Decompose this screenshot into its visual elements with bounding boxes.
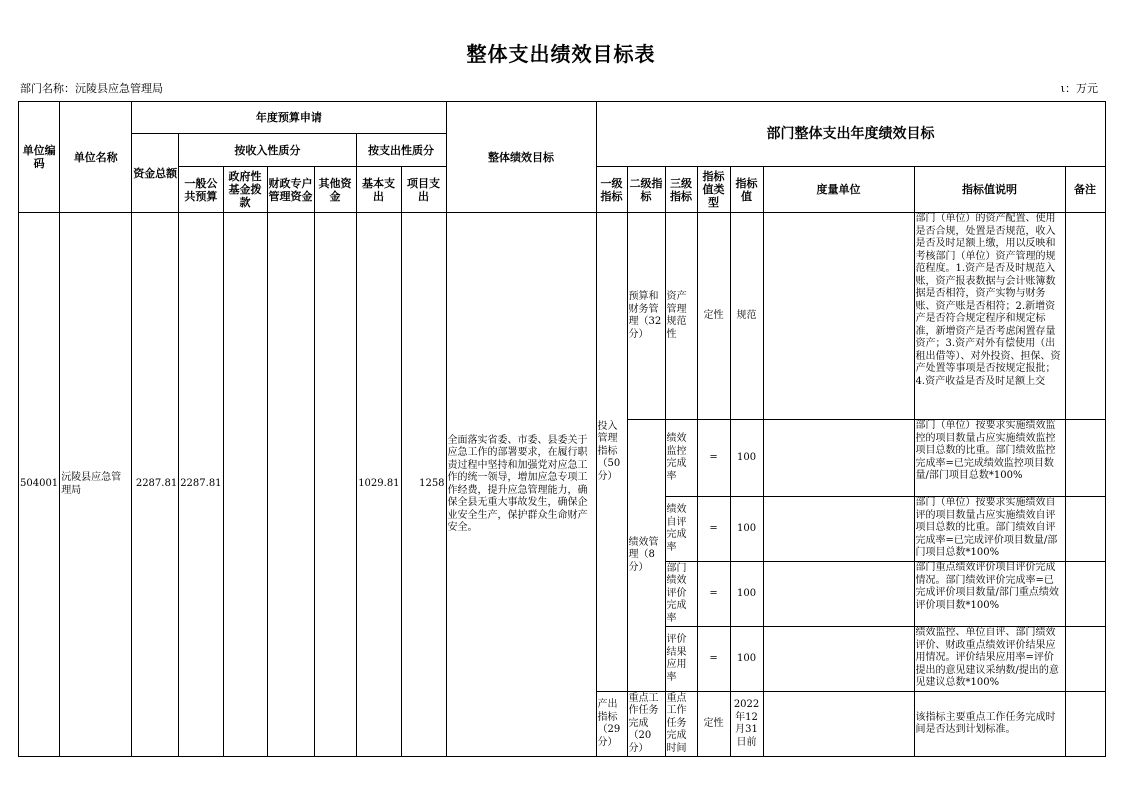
value-desc-text: 部门（单位）的资产配置、使用是否合规，处置是否规范，收入是否及时足额上缴，用以反映和考核部门（单位）资产管理的规范程度。1.资产是否及时规范入账，资产报表数据与会计账簿数据是否相符，资产实物与财务账、资产账是否相符；2.新增资产是否符合规定程序和规定标准，新增资产是否考虑闲置存量资产；3.资产对外有偿使用（出租出借等）、对外投资、担保、资产处置等事项是否按规定报批；4.资产收益是否及时足额上交 [915,213,1061,387]
value-desc-text: 部门（单位）按要求实施绩效自评的项目数量占应实施绩效自评项目总数的比重。部门绩效自评完成率=已完成评价项目数量/部门项目总数*100% [915,497,1058,558]
header-general-public: 一般公共预算 [179,167,223,213]
value-type-cell: = [697,497,730,562]
value-desc-cell [914,420,1065,497]
level1-cell: 投入管理指标（50分） [596,213,627,692]
overall-goal-cell: 全面落实省委、市委、县委关于应急工作的部署要求，在履行职责过程中坚持和加强党对应急工作的统一领导，增加应急专项工作经费，提升应急管理能力，确保全县无重大事故发生，确保企业安全生产，保护群众生命财产安全。 [446,213,596,757]
value-cell: 规范 [730,213,763,420]
general-public-cell: 2287.81 [179,213,223,757]
currency-unit: ι：万元 [1060,82,1098,95]
header-by-expense: 按支出性质分 [356,134,446,167]
value-desc-text: 绩效监控、单位自评、部门绩效评价、财政重点绩效评价结果应用情况。评价结果应用率=评价提出的意见建议采纳数/提出的意见建议总数*100% [915,627,1059,688]
value-desc-text: 部门重点绩效评价项目评价完成情况。部门绩效评价完成率=已完成评价项目数量/部门重点绩效评价项目数*100% [915,562,1059,611]
measure-unit-cell [763,562,914,627]
value-cell: 100 [730,420,763,497]
value-type-cell: = [697,562,730,627]
level3-cell: 绩效监控完成率 [665,420,697,497]
unit-name-cell: 沅陵县应急管理局 [60,213,132,757]
value-cell: 100 [730,497,763,562]
value-cell: 100 [730,562,763,627]
level2-cell: 预算和财务管理（32分） [627,213,665,420]
gov-fund-cell [223,213,267,757]
performance-target-table [18,101,1106,757]
header-basic-expense: 基本支出 [356,167,401,213]
level3-cell: 部门绩效评价完成率 [665,562,697,627]
level3-cell: 重点工作任务完成时间 [665,692,697,757]
value-desc-cell [914,627,1065,692]
header-value-desc: 指标值说明 [914,167,1065,213]
remarks-cell [1065,562,1105,627]
level3-cell: 评价结果应用率 [665,627,697,692]
remarks-cell [1065,497,1105,562]
fiscal-special-cell [267,213,314,757]
header-unit-code: 单位编码 [19,102,60,213]
table-row [19,213,1106,420]
measure-unit-cell [763,213,914,420]
value-cell: 100 [730,627,763,692]
total-funds-cell: 2287.81 [132,213,179,757]
header-fiscal-special: 财政专户管理资金 [267,167,314,213]
level2-cell: 绩效管理（8分） [627,420,665,692]
header-unit-name: 单位名称 [60,102,132,213]
header-level3: 三级指标 [665,167,697,213]
other-funds-cell [314,213,356,757]
header-measure-unit: 度量单位 [763,167,914,213]
header-overall-goal: 整体绩效目标 [446,102,596,213]
remarks-cell [1065,213,1105,420]
department-name: 部门名称：沅陵县应急管理局 [20,82,163,95]
header-project-expense: 项目支出 [401,167,446,213]
remarks-cell [1065,692,1105,757]
value-desc-cell: 该指标主要重点工作任务完成时间是否达到计划标准。 [914,692,1065,757]
header-by-income: 按收入性质分 [179,134,356,167]
page-title: 整体支出绩效目标表 [466,42,656,66]
header-remarks: 备注 [1065,167,1105,213]
measure-unit-cell [763,627,914,692]
value-desc-text: 部门（单位）按要求实施绩效监控的项目数量占应实施绩效监控项目总数的比重。部门绩效监控完成率=已完成绩效监控项目数量/部门项目总数*100% [915,420,1056,481]
header-gov-fund: 政府性基金拨款 [223,167,267,213]
value-cell: 2022年12月31日前 [730,692,763,757]
value-desc-cell [914,562,1065,627]
value-type-cell: = [697,420,730,497]
level2-cell: 重点工作任务完成（20分） [627,692,665,757]
header-total-funds: 资金总额 [132,134,179,213]
value-type-cell: 定性 [697,692,730,757]
value-type-cell: = [697,627,730,692]
measure-unit-cell [763,420,914,497]
header-other-funds: 其他资金 [314,167,356,213]
header-level2: 二级指标 [627,167,665,213]
value-type-cell: 定性 [697,213,730,420]
header-value: 指标值 [730,167,763,213]
header-budget-request: 年度预算申请 [132,102,446,134]
header-value-type: 指标值类型 [697,167,730,213]
basic-expense-cell: 1029.81 [356,213,401,757]
header-dept-goal: 部门整体支出年度绩效目标 [596,102,1105,167]
measure-unit-cell [763,692,914,757]
remarks-cell [1065,627,1105,692]
unit-code-cell: 504001 [19,213,60,757]
remarks-cell [1065,420,1105,497]
header-level1: 一级指标 [596,167,627,213]
level3-cell: 资产管理规范性 [665,213,697,420]
value-desc-cell [914,213,1065,420]
level3-cell: 绩效自评完成率 [665,497,697,562]
measure-unit-cell [763,497,914,562]
value-desc-cell [914,497,1065,562]
project-expense-cell: 1258 [401,213,446,757]
level1-cell: 产出指标（29分） [596,692,627,757]
